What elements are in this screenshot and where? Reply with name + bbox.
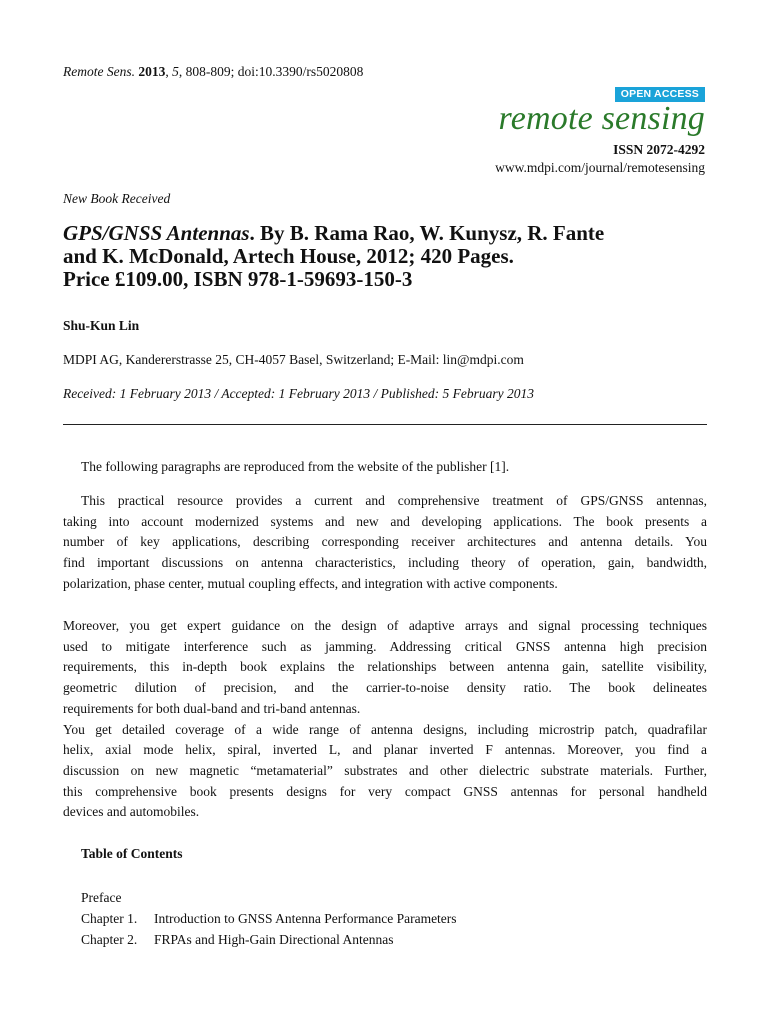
paragraph-line: This practical resource provides a current and comprehensive treatment of GPS/GNSS antennas,	[81, 493, 707, 508]
toc-item-preface: Preface	[81, 890, 122, 905]
paragraph-2	[63, 616, 707, 823]
toc-heading: Table of Contents	[81, 846, 183, 861]
paragraph-line: requirements, this in-depth book explains the relationships between antenna gain, satellite visibility,	[63, 659, 707, 675]
journal-title: remote sensing	[498, 100, 705, 137]
table-of-contents	[81, 887, 457, 950]
toc-item-chapter-1	[81, 908, 457, 929]
section-type: New Book Received	[63, 191, 171, 206]
toc-chapter-number: Chapter 2.	[81, 932, 138, 947]
journal-url[interactable]: www.mdpi.com/journal/remotesensing	[495, 160, 705, 175]
article-title	[63, 222, 713, 291]
paragraph-line: polarization, phase center, mutual coupling effects, and integration with active components.	[63, 575, 558, 591]
citation-volume: 5	[172, 64, 179, 79]
title-line-3: Price £109.00, ISBN 978-1-59693-150-3	[63, 267, 413, 291]
author-name: Shu-Kun Lin	[63, 318, 140, 333]
citation-year: 2013	[138, 64, 166, 79]
toc-chapter-title: Introduction to GNSS Antenna Performance Parameters	[154, 911, 457, 926]
author-affiliation: MDPI AG, Kandererstrasse 25, CH-4057 Basel, Switzerland; E-Mail: lin@mdpi.com	[63, 352, 524, 367]
paragraph-line: requirements for both dual-band and tri-band antennas.	[63, 700, 361, 716]
journal-issn: ISSN 2072-4292	[613, 142, 705, 157]
title-line-1-rest: . By B. Rama Rao, W. Kunysz, R. Fante	[249, 221, 605, 245]
paragraph-line: this comprehensive book presents designs for very compact GNSS antennas for personal handheld	[63, 783, 707, 799]
paragraph-line: Moreover, you get expert guidance on the design of adaptive arrays and signal processing techniques	[63, 618, 707, 633]
paragraph-line: helix, axial mode helix, spiral, inverted L, and planar inverted F antennas. Moreover, you find a	[63, 742, 707, 758]
title-line-2: and K. McDonald, Artech House, 2012; 420 Pages.	[63, 244, 514, 268]
intro-paragraph: The following paragraphs are reproduced from the website of the publisher [1].	[81, 459, 510, 474]
paragraph-line: You get detailed coverage of a wide range of antenna designs, including microstrip patch, quadrafilar	[63, 721, 707, 737]
book-title: GPS/GNSS Antennas	[63, 221, 250, 245]
toc-chapter-title: FRPAs and High-Gain Directional Antennas	[154, 932, 394, 947]
paragraph-line: discussion on new magnetic “metamaterial” substrates and other dielectric substrate materials. Further,	[63, 762, 707, 778]
paragraph-1	[63, 491, 707, 595]
citation-rest: , 808-809; doi:10.3390/rs5020808	[178, 64, 364, 79]
citation-line: Remote Sens. 2013, 5, 808-809; doi:10.3390/rs5020808	[63, 64, 364, 79]
paragraph-line: find important discussions on antenna characteristics, including theory of operation, gain, bandwidth,	[63, 555, 707, 571]
title-line-1	[63, 222, 713, 245]
paragraph-line: used to mitigate interference such as jamming. Addressing critical GNSS antenna high precision	[63, 638, 707, 654]
paragraph-line: taking into account modernized systems and new and developing applications. The book presents a	[63, 513, 707, 529]
toc-item-chapter-2	[81, 929, 457, 950]
toc-chapter-number: Chapter 1.	[81, 911, 138, 926]
header-divider	[63, 424, 707, 425]
open-access-badge: OPEN ACCESS	[615, 87, 705, 102]
paragraph-line: geometric dilution of precision, and the carrier-to-noise density ratio. The book delineates	[63, 680, 707, 696]
publication-dates: Received: 1 February 2013 / Accepted: 1 February 2013 / Published: 5 February 2013	[63, 386, 534, 401]
paragraph-line: number of key applications, describing corresponding receiver architectures and antenna details. You	[63, 534, 707, 550]
citation-journal: Remote Sens.	[63, 64, 135, 79]
paragraph-line: devices and automobiles.	[63, 804, 200, 820]
